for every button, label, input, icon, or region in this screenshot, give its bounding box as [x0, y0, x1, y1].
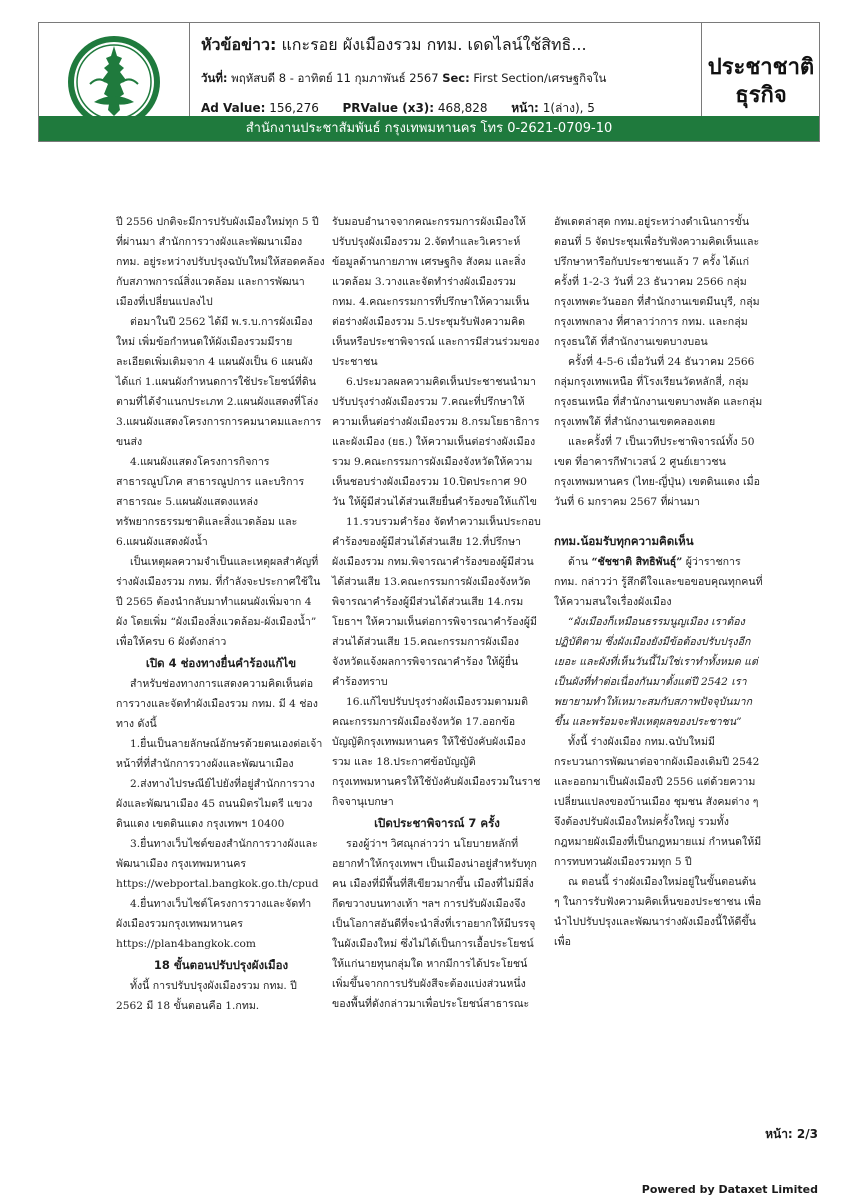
contact-banner: สำนักงานประชาสัมพันธ์ กรุงเทพมหานคร โทร 0-2621-0709-10 — [39, 116, 819, 141]
paragraph: 1.ยื่นเป็นลายลักษณ์อักษรด้วยตนเองต่อเจ้าหน้าที่ที่สำนักการวางผังและพัฒนาเมือง — [116, 738, 323, 770]
ad-value-label: Ad Value: — [201, 101, 266, 115]
paragraph: ต่อมาในปี 2562 ได้มี พ.ร.บ.การผังเมืองใหม่ เพิ่มข้อกำหนดให้ผังเมืองรวมมีรายละเอียดเพิ่มเติมจาก 4 แผนผังเป็น 6 แผนผัง ได้แก่ 1.แผนผังกำหนดการใช้ประโยชน์ที่ดินตามที่ได้จำแนกประเภท 2.แผนผังแสดงที่โล่ง 3.แผนผังแสดงโครงการการคมนาคมและการขนส่ง — [116, 316, 322, 448]
page-label: หน้า: — [511, 101, 539, 115]
headline: แกะรอย ผังเมืองรวม กทม. เดดไลน์ใช้สิทธิ... — [281, 35, 587, 54]
paragraph: รับมอบอำนาจจากคณะกรรมการผังเมืองให้ปรับปรุงผังเมืองรวม 2.จัดทำและวิเคราะห์ข้อมูลด้านกายภาพ เศรษฐกิจ สังคม และสิ่งแวดล้อม 3.วางและจัดทำร่างผังเมืองรวม กทม. 4.คณะกรรมการที่ปรึกษาให้ความเห็นต่อร่างผังเมืองรวม 5.ประชุมรับฟังความคิดเห็นหรือประชาพิจารณ์ และการมีส่วนร่วมของประชาชน — [332, 216, 540, 368]
powered-by: Powered by Dataxet Limited — [641, 1183, 818, 1196]
paragraph: ครั้งที่ 4-5-6 เมื่อวันที่ 24 ธันวาคม 2566 กลุ่มกรุงเทพเหนือ ที่โรงเรียนวัดหลักสี่, กลุ่มกรุงธนเหนือ ที่สำนักงานเขตบางพลัด และกลุ่มกรุงเทพใต้ ที่สำนักงานเขตคลองเตย — [554, 356, 763, 428]
paragraph — [554, 552, 764, 612]
section-value: First Section/เศรษฐกิจใน — [473, 71, 607, 85]
paragraph: ณ ตอนนี้ ร่างผังเมืองใหม่อยู่ในขั้นตอนต้น ๆ ในการรับฟังความคิดเห็นของประชาชน เพื่อนำไปปรับปรุงและพัฒนาร่างผังเมืองนี้ให้ดีขึ้น เพื่อ — [554, 876, 762, 948]
subheading: เปิด 4 ช่องทางยื่นคำร้องแก้ไข — [145, 656, 297, 670]
paragraph: อัพเดตล่าสุด กทม.อยู่ระหว่างดำเนินการขั้นตอนที่ 5 จัดประชุมเพื่อรับฟังความคิดเห็นและปรึกษาหารือกับประชาชนแล้ว 7 ครั้ง ได้แก่ ครั้งที่ 1-2-3 วันที่ 23 ธันวาคม 2566 กลุ่มกรุงเทพตะวันออก ที่สำนักงานเขตมีนบุรี, กลุ่มกรุงเทพกลาง ที่ศาลาว่าการ กทม. และกลุ่มกรุงธนใต้ ที่สำนักงานเขตบางบอน — [554, 216, 760, 348]
ad-value: 156,276 — [269, 101, 319, 115]
article-column-3 — [554, 212, 764, 952]
brand-line-1: ประชาชาติ — [707, 55, 815, 80]
paragraph: 3.ยื่นทางเว็บไซต์ของสำนักการวางผังและพัฒนาเมือง กรุงเทพมหานคร https://webportal.bangkok.go.th/cpud — [116, 838, 319, 890]
value-row — [201, 99, 701, 117]
pr-value-label: PRValue (x3): — [342, 101, 435, 115]
pr-value: 468,828 — [437, 101, 488, 115]
text-fragment: ด้าน — [568, 556, 592, 568]
paragraph: 2.ส่งทางไปรษณีย์ไปยังที่อยู่สำนักการวางผังและพัฒนาเมือง 45 ถนนมิตรไมตรี แขวงดินแดง เขตดินแดง กรุงเทพฯ 10400 — [116, 778, 315, 830]
article-column-2 — [332, 212, 542, 1014]
date-row — [201, 69, 701, 87]
person-name: “ชัชชาติ สิทธิพันธุ์” — [591, 556, 683, 568]
page-value: 1(ล่าง), 5 — [542, 101, 595, 115]
paragraph: ทั้งนี้ ร่างผังเมือง กทม.ฉบับใหม่มีกระบวนการพัฒนาต่อจากผังเมืองเดิมปี 2542 และออกมาเป็นผังเมืองปี 2556 แต่ด้วยความเปลี่ยนแปลงของบ้านเมือง ชุมชน สังคมต่าง ๆ จึงต้องปรับผังเมืองใหม่ครั้งใหญ่ รวมทั้งกฎหมายผังเมืองที่เป็นกฎหมายแม่ กำหนดให้มีการทบทวนผังเมืองรวมทุก 5 ปี — [554, 736, 762, 868]
page-indicator: หน้า: 2/3 — [765, 1127, 818, 1141]
date-label: วันที่: — [201, 71, 228, 85]
clipping-header — [38, 22, 820, 142]
subheading: กทม.น้อมรับทุกความคิดเห็น — [554, 534, 694, 548]
paragraph: ทั้งนี้ การปรับปรุงผังเมืองรวม กทม. ปี 2562 มี 18 ขั้นตอนคือ 1.กทม. — [116, 980, 297, 1012]
article-column-1 — [116, 212, 326, 1016]
brand-line-2: ธุรกิจ — [735, 83, 787, 108]
section-label: Sec: — [442, 71, 470, 85]
paragraph: สำหรับช่องทางการแสดงความคิดเห็นต่อการวางและจัดทำผังเมืองรวม กทม. มี 4 ช่องทาง ดังนี้ — [116, 678, 318, 730]
headline-label: หัวข้อข่าว: — [201, 35, 277, 54]
paragraph: 6.ประมวลผลความคิดเห็นประชาชนนำมาปรับปรุงร่างผังเมืองรวม 7.คณะที่ปรึกษาให้ความเห็นต่อร่างผังเมืองรวม 8.กรมโยธาธิการและผังเมือง (ยธ.) ให้ความเห็นต่อร่างผังเมืองรวม 9.คณะกรรมการผังเมืองจังหวัดให้ความเห็นชอบร่างผังเมืองรวม 10.ปิดประกาศ 90 วัน ให้ผู้มีส่วนได้ส่วนเสียยื่นคำร้องขอให้แก้ไข — [332, 376, 540, 508]
text-fragment: ผู้ว่าราชการ กทม. กล่าวว่า รู้สึกดีใจและขอขอบคุณทุกคนที่ให้ความสนใจเรื่องผังเมือง — [554, 556, 763, 608]
paragraph: ปี 2556 ปกติจะมีการปรับผังเมืองใหม่ทุก 5 ปี ที่ผ่านมา สำนักการวางผังและพัฒนาเมือง กทม. อยู่ระหว่างปรับปรุงฉบับใหม่ให้สอดคล้องกับสภาพการณ์สิ่งแวดล้อม และการพัฒนาเมืองที่เปลี่ยนแปลงไป — [116, 216, 325, 308]
headline-row — [201, 33, 701, 57]
subheading: เปิดประชาพิจารณ์ 7 ครั้ง — [374, 816, 500, 830]
paragraph: 16.แก้ไขปรับปรุงร่างผังเมืองรวมตามมติคณะกรรมการผังเมืองจังหวัด 17.ออกข้อบัญญัติกรุงเทพมหานคร ให้ใช้บังคับผังเมืองรวม และ 18.ประกาศข้อบัญญัติกรุงเทพมหานครให้ใช้บังคับผังเมืองรวมในราชกิจจานุเบกษา — [332, 696, 541, 808]
paragraph: 11.รวบรวมคำร้อง จัดทำความเห็นประกอบคำร้องของผู้มีส่วนได้ส่วนเสีย 12.ที่ปรึกษาผังเมืองรวม กทม.พิจารณาคำร้องของผู้มีส่วนได้ส่วนเสีย 13.คณะกรรมการผังเมืองจังหวัดพิจารณาคำร้องผู้มีส่วนได้ส่วนเสีย 14.กรมโยธาฯ ให้ความเห็นต่อการพิจารณาคำร้องผู้มีส่วนได้ส่วนเสีย 15.คณะกรรมการผังเมืองจังหวัดแจ้งผลการพิจารณาคำร้อง ให้ผู้ยื่นคำร้องทราบ — [332, 516, 541, 688]
date-value: พฤหัสบดี 8 - อาทิตย์ 11 กุมภาพันธ์ 2567 — [231, 71, 439, 85]
subheading: 18 ขั้นตอนปรับปรุงผังเมือง — [153, 958, 289, 972]
paragraph: เป็นเหตุผลความจำเป็นและเหตุผลสำคัญที่ร่างผังเมืองรวม กทม. ที่กำลังจะประกาศใช้ในปี 2565 ต้องนำกลับมาทำแผนผังเพิ่มจาก 4 ผัง โดยเพิ่ม “ผังเมืองสิ่งแวดล้อม-ผังเมืองน้ำ” เพื่อให้ครบ 6 ผังดังกล่าว — [116, 556, 321, 648]
paragraph: 4.ยื่นทางเว็บไซต์โครงการวางและจัดทำผังเมืองรวมกรุงเทพมหานคร https://plan4bangkok.com — [116, 898, 312, 950]
paragraph: และครั้งที่ 7 เป็นเวทีประชาพิจารณ์ทั้ง 50 เขต ที่อาคารกีฬาเวสน์ 2 ศูนย์เยาวชนกรุงเทพมหานคร (ไทย-ญี่ปุ่น) เขตดินแดง เมื่อวันที่ 6 มกราคม 2567 ที่ผ่านมา — [554, 436, 760, 508]
paragraph: รองผู้ว่าฯ วิศณุกล่าวว่า นโยบายหลักที่อยากทำให้กรุงเทพฯ เป็นเมืองน่าอยู่สำหรับทุกคน เมืองที่มีพื้นที่สีเขียวมากขึ้น เมืองที่ไม่มีสิ่งกีดขวางบนทางเท้า ฯลฯ การปรับผังเมืองจึงเป็นโอกาสอันดีที่จะนำสิ่งที่เราอยากให้มีบรรจุในผังเมืองใหม่ ซึ่งไม่ได้เป็นการเอื้อประโยชน์ให้แก่นายทุนกลุ่มใด หากมีการได้ประโยชน์เพิ่มขึ้นจากการปรับผังสีจะต้องแบ่งส่วนหนึ่งของพื้นที่ดังกล่าวมาเพื่อประโยชน์สาธารณะ — [332, 838, 537, 1010]
quote: “ผังเมืองก็เหมือนธรรมนูญเมือง เราต้องปฏิบัติตาม ซึ่งผังเมืองยังมีข้อต้องปรับปรุงอีกเยอะ และผังที่เห็นวันนี้ไม่ใช่เราทำทั้งหมด แต่เป็นผังที่ทำต่อเนื่องกันมาตั้งแต่ปี 2542 เราพยายามทำให้เหมาะสมกับสภาพปัจจุบันมากขึ้น และพร้อมจะฟังเหตุผลของประชาชน” — [554, 616, 758, 728]
paragraph: 4.แผนผังแสดงโครงการกิจการสาธารณูปโภค สาธารณูปการ และบริการสาธารณะ 5.แผนผังแสดงแหล่งทรัพยากรธรรมชาติและสิ่งแวดล้อม และ 6.แผนผังแสดงผังน้ำ — [116, 456, 305, 548]
